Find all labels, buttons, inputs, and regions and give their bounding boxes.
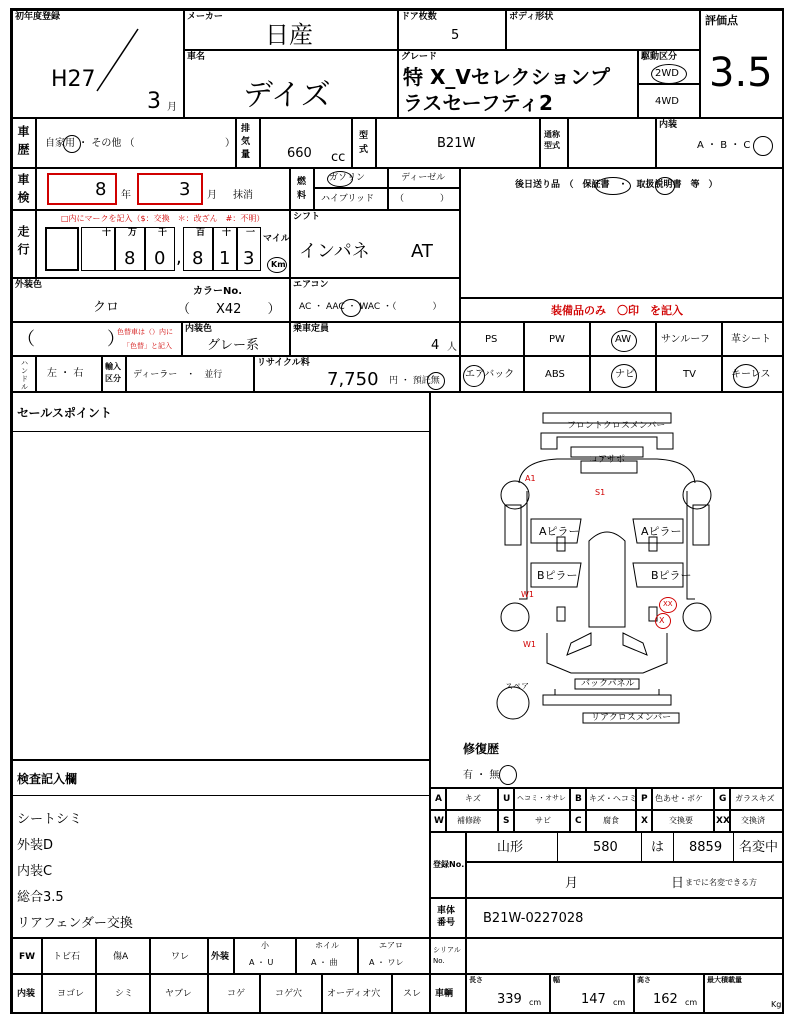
- dims-label: 車輌: [435, 989, 454, 999]
- ext-col-value: A ・ 曲: [311, 958, 338, 967]
- width-unit: cm: [613, 998, 626, 1007]
- hybrid-cell: [314, 188, 388, 210]
- inspection-note-line: リアフェンダー交換: [17, 916, 133, 931]
- inspection-year: 8: [95, 179, 107, 200]
- int-item: [322, 974, 392, 1014]
- legend-text: 色あせ・ボケ: [655, 794, 703, 803]
- mileage-unit: 十: [222, 228, 232, 238]
- type-label: 型式: [359, 131, 369, 155]
- shift-type: AT: [411, 241, 433, 262]
- equip-aw-label: AW: [615, 334, 632, 345]
- b-pillar-right-label: Bピラー: [651, 569, 692, 582]
- selected-mark: [611, 364, 637, 388]
- deadline-day-unit: 日: [671, 876, 685, 891]
- length-unit: cm: [529, 998, 542, 1007]
- equip-sunroof-label: サンルーフ: [661, 334, 710, 345]
- equip-leather: [722, 322, 784, 356]
- inspection-year-box: [47, 173, 117, 205]
- legend-code: C: [575, 816, 582, 826]
- deadline-month-unit: 月: [565, 876, 579, 891]
- selected-mark: [63, 135, 81, 153]
- capacity-label: 乗車定員: [293, 324, 330, 334]
- damage-diagram-cell: [430, 392, 784, 788]
- recycle-cell: [254, 356, 460, 392]
- inspection-month: 3: [179, 179, 191, 200]
- mileage-digit-box: [237, 227, 261, 271]
- mile-label: マイル: [263, 234, 290, 244]
- legend-text: ガラスキズ: [735, 794, 775, 803]
- mileage-digit-box: [183, 227, 213, 271]
- roof: [589, 532, 625, 627]
- serial-label-cell: [430, 938, 466, 974]
- mileage-label-cell: [12, 210, 36, 278]
- selected-mark: [733, 364, 759, 388]
- spare-label: スペア: [505, 682, 529, 691]
- damage-legend: [430, 788, 784, 832]
- displacement-unit: cc: [331, 150, 346, 165]
- diesel: ディーゼル: [401, 173, 446, 183]
- length-value: 339: [497, 992, 522, 1007]
- score-label: 評価点: [705, 14, 738, 27]
- mileage-unit: 百: [196, 228, 206, 238]
- handle-cell: [36, 356, 102, 392]
- selected-mark: [463, 365, 485, 387]
- capacity-unit: 人: [447, 342, 457, 353]
- auction-inspection-sheet: [10, 8, 784, 1014]
- chassis-label: 車体番号: [437, 906, 456, 928]
- registration-label-cell: [430, 832, 466, 898]
- first-reg-year: H27: [51, 67, 96, 92]
- year-unit: 年: [121, 190, 131, 201]
- mileage-digit-box: [45, 227, 79, 271]
- ext-col-value: A ・ ワレ: [369, 958, 404, 967]
- history-label: 車歴: [16, 125, 30, 161]
- int-item-label: シミ: [115, 989, 134, 999]
- height-cell: [634, 974, 704, 1014]
- damage-mark-xx: XX: [663, 600, 673, 608]
- legend-code: P: [641, 794, 648, 804]
- int-item-label: スレ: [403, 989, 422, 999]
- recycle-value: 7,750: [327, 369, 379, 390]
- shift-position: インパネ: [299, 241, 370, 262]
- legend-code: A: [435, 794, 442, 804]
- model-value: デイズ: [243, 78, 331, 113]
- chassis-label-cell: [430, 898, 466, 938]
- sales-points-label: セールスポイント: [17, 406, 112, 420]
- common-type-label-cell: [540, 118, 568, 168]
- int-item-label: コゲ: [227, 989, 246, 999]
- equip-pw-label: PW: [549, 334, 565, 345]
- chassis-cell: [466, 898, 784, 938]
- equip-navi-label: ナビ: [615, 369, 635, 380]
- import-cell: [126, 356, 254, 392]
- later-items: 後日送り品 （ 保証書 ・ 取扱説明書 等 ）: [515, 180, 718, 190]
- b-pillar-left-label: Bピラー: [537, 569, 578, 582]
- type-cell: [376, 118, 540, 168]
- common-type-label: 通称型式: [544, 130, 560, 150]
- inspection-cell: [36, 168, 290, 210]
- history-label-cell: [12, 118, 36, 168]
- maker-label: メーカー: [187, 12, 223, 22]
- history-cell: [36, 118, 236, 168]
- selected-mark: [427, 372, 445, 390]
- doors-value: 5: [451, 28, 460, 43]
- shift-cell: [290, 210, 460, 278]
- int-item: [208, 974, 260, 1014]
- mileage-digit-box: [213, 227, 237, 271]
- equip-tv-label: TV: [683, 369, 696, 380]
- fuel-label: 燃料: [297, 177, 307, 201]
- int-item-label: オーディオ穴: [327, 989, 381, 999]
- damage-mark-x: X: [659, 616, 665, 625]
- handle-label: ハンドル: [21, 359, 28, 391]
- ext-color-cell: [12, 278, 290, 322]
- first-reg-label: 初年度登録: [15, 12, 61, 22]
- doors-cell: [398, 10, 506, 50]
- equip-airbag-label: エアバック: [465, 369, 515, 380]
- maker-cell: [184, 10, 398, 50]
- inspection-note-line: 内装C: [17, 864, 53, 879]
- fw-item: [150, 938, 208, 974]
- selected-mark: [655, 177, 675, 195]
- rear-cross-label: リアクロスメンバー: [591, 713, 672, 723]
- mileage-digit-box: [115, 227, 145, 271]
- diesel-cell: [388, 168, 460, 188]
- fw-label: FW: [19, 952, 36, 962]
- first-registration-cell: [12, 10, 184, 118]
- drive-4wd-cell: [638, 84, 700, 118]
- equip-airbag: [460, 356, 524, 392]
- int-label: 内装: [17, 989, 36, 999]
- equip-leather-label: 革シート: [731, 334, 771, 345]
- doors-label: ドア枚数: [401, 12, 437, 22]
- inspection-month-box: [137, 173, 203, 205]
- inspection-label-cell: [12, 168, 36, 210]
- interior-grade-cell: [656, 118, 784, 168]
- km-label: Km: [271, 260, 286, 269]
- int-color-label: 内装色: [185, 324, 213, 334]
- legend-text: 交換済: [741, 816, 765, 825]
- length-cell: [466, 974, 550, 1014]
- legend-code: X: [641, 816, 648, 826]
- sales-points-cell: [12, 392, 430, 760]
- aircon-cell: [290, 278, 460, 322]
- color-change-value: （ ）: [17, 329, 125, 350]
- width-cell: [550, 974, 634, 1014]
- equip-abs: [524, 356, 590, 392]
- width-value: 147: [581, 992, 606, 1007]
- legend-code: G: [719, 794, 727, 804]
- int-item: [42, 974, 96, 1014]
- fw-item: [42, 938, 96, 974]
- legend-text: 腐食: [603, 816, 619, 825]
- ext-col: [234, 938, 296, 974]
- equip-aw: [590, 322, 656, 356]
- legend-code: XX: [716, 816, 730, 826]
- dims-label-cell: [430, 974, 466, 1014]
- common-type-cell: [568, 118, 656, 168]
- import-label-cell: [102, 356, 126, 392]
- mileage-digit: 1: [219, 248, 231, 269]
- front-cross-label: フロントクロスメンバー: [567, 421, 666, 431]
- capacity-value: 4: [431, 338, 440, 353]
- grade-line1: 特 X_Vセレクションプ: [403, 65, 611, 89]
- fuel-other: （ ）: [395, 194, 450, 204]
- int-color-value: グレー系: [207, 338, 260, 353]
- gasoline-cell: [314, 168, 388, 188]
- int-item-label: ヤブレ: [165, 989, 192, 999]
- registration-label: 登録No.: [433, 860, 465, 869]
- height-value: 162: [653, 992, 678, 1007]
- damage-mark-a1: A1: [525, 474, 536, 483]
- import-value: ディーラー ・ 並行: [133, 370, 223, 380]
- type-label-cell: [352, 118, 376, 168]
- a-pillar-left-label: Aピラー: [539, 525, 580, 538]
- registration-region: 山形: [497, 840, 524, 855]
- int-item: [260, 974, 322, 1014]
- back-panel-label: バックパネル: [581, 679, 635, 689]
- color-no-label: カラーNo.: [193, 286, 243, 297]
- mileage-digit-box: [145, 227, 175, 271]
- fw-item-label: トビ石: [53, 952, 81, 962]
- damage-mark-w1-rear: W1: [523, 640, 536, 649]
- mileage-cell: [36, 210, 290, 278]
- ext-col: [296, 938, 358, 974]
- model-cell: [184, 50, 398, 118]
- registration-number: 8859: [689, 840, 723, 855]
- equip-tv: [656, 356, 722, 392]
- registration-deadline-cell: [466, 862, 784, 898]
- a-pillar-right-label: Aピラー: [641, 525, 682, 538]
- legend-code: W: [434, 816, 444, 826]
- max-load-unit: Kg: [771, 1000, 782, 1009]
- serial-label: シリアルNo.: [433, 946, 461, 965]
- fw-label-cell: [12, 938, 42, 974]
- legend-text: 補修跡: [457, 816, 481, 825]
- legend-text: 交換要: [669, 816, 693, 825]
- registration-number-cell: [466, 832, 784, 862]
- slash-mark: [93, 25, 143, 95]
- drive-2wd: 2WD: [655, 68, 679, 79]
- mileage-unit: 一: [246, 228, 256, 238]
- drive-4wd: 4WD: [655, 96, 679, 107]
- ext-col-title: エアロ: [379, 941, 403, 950]
- grade-label: グレード: [401, 52, 438, 62]
- equipment-header-cell: [460, 298, 784, 322]
- ext-col: [358, 938, 430, 974]
- mileage-unit: 十: [102, 228, 112, 238]
- mileage-digit: 8: [124, 248, 136, 269]
- equip-abs-label: ABS: [545, 369, 565, 380]
- width-label: 幅: [553, 976, 560, 984]
- aircon-label: エアコン: [293, 280, 329, 290]
- ext-col-value: A ・ U: [249, 958, 274, 967]
- history-close: ）: [225, 138, 235, 149]
- mileage-note: □内にマークを記入（$：交換 ＊：改ざん #：不明）: [61, 214, 265, 223]
- shift-label: シフト: [293, 212, 321, 222]
- legend-code: U: [503, 794, 511, 804]
- spare-tire: [497, 687, 529, 719]
- inspection-note-line: 外装D: [17, 838, 54, 853]
- int-item-label: ヨゴレ: [57, 989, 85, 999]
- mileage-comma: ,: [176, 247, 182, 268]
- int-label-cell: [12, 974, 42, 1014]
- color-change-note1: 色替車は（）内に: [117, 328, 173, 336]
- later-items-cell: [460, 168, 784, 298]
- registration-class: 580: [593, 840, 618, 855]
- handle-value: 左 ・ 右: [47, 368, 84, 379]
- legend-text: サビ: [535, 816, 551, 825]
- color-change-note2: 「色替」と記入: [123, 342, 172, 350]
- hybrid: ハイブリッド: [321, 194, 375, 204]
- type-value: B21W: [437, 136, 476, 151]
- ext-col-title: 小: [261, 941, 269, 950]
- recycle-label: リサイクル料: [257, 358, 310, 368]
- ext-label: 外装: [211, 952, 230, 962]
- repair-history-value: 有 ・ 無: [463, 770, 500, 781]
- legend-code: S: [503, 816, 510, 826]
- maker-value: 日産: [265, 21, 313, 49]
- aircon-value: AC ・ AAC ・ WAC ・（ ）: [299, 302, 442, 312]
- selected-mark: [595, 177, 631, 195]
- equip-keyless-label: キーレス: [731, 369, 771, 380]
- color-change-cell: [12, 322, 182, 356]
- displacement-value: 660: [287, 146, 312, 161]
- grade-line2: ラスセーフティ2: [403, 91, 553, 115]
- equip-ps: [460, 322, 524, 356]
- fuel-label-cell: [290, 168, 314, 210]
- int-item: [96, 974, 150, 1014]
- first-reg-month: 3: [147, 89, 161, 114]
- recycle-unit: 円 ・ 預託無: [389, 376, 440, 386]
- equip-pw: [524, 322, 590, 356]
- equip-navi: [590, 356, 656, 392]
- mileage-digit-box: [81, 227, 115, 271]
- ext-color-value: クロ: [93, 300, 120, 315]
- color-no-value: （ X42 ）: [177, 302, 281, 317]
- mileage-label: 走行: [16, 225, 30, 261]
- import-label: 輸入区分: [105, 362, 121, 383]
- legend-text: キズ・ヘコミ: [589, 794, 637, 803]
- max-load-cell: [704, 974, 784, 1014]
- legend-code: B: [575, 794, 582, 804]
- legend-text: キズ: [465, 794, 481, 803]
- displacement-cell: [260, 118, 352, 168]
- mileage-digit: 8: [192, 248, 204, 269]
- max-load-label: 最大積載量: [707, 976, 742, 984]
- fw-item-label: 傷A: [113, 952, 129, 962]
- body-shape-cell: [506, 10, 700, 50]
- capacity-cell: [290, 322, 460, 356]
- int-item-label: コゲ穴: [275, 989, 303, 999]
- ext-col-title: ホイル: [315, 941, 339, 950]
- fuel-other-cell: [388, 188, 460, 210]
- handle-label-cell: [12, 356, 36, 392]
- divider: [13, 431, 429, 432]
- mileage-unit: 千: [158, 228, 168, 238]
- int-item: [150, 974, 208, 1014]
- selected-mark: [341, 299, 361, 317]
- serial-cell: [466, 938, 784, 974]
- mileage-digit: 3: [243, 248, 255, 269]
- mileage-digit: 0: [154, 248, 166, 269]
- height-label: 高さ: [637, 976, 651, 984]
- selected-mark: [611, 330, 637, 352]
- core-support-label: コアサポ: [589, 455, 626, 465]
- history-value: 自家用 ・ その他 （: [45, 138, 135, 149]
- displacement-label-cell: [236, 118, 260, 168]
- drive-2wd-cell: [638, 50, 700, 84]
- selected-mark: [327, 171, 353, 187]
- inspection-notes-label: 検査記入欄: [17, 772, 78, 786]
- divider: [13, 795, 429, 796]
- inspection-label: 車検: [16, 173, 30, 209]
- inspection-note-line: 総合3.5: [17, 890, 64, 905]
- equip-sunroof: [656, 322, 722, 356]
- body-shape-label: ボディ形状: [509, 12, 554, 22]
- month-unit: 月: [207, 190, 217, 201]
- repair-history-label: 修復歴: [463, 742, 500, 756]
- legend-text: ヘコミ・オサレ: [517, 794, 566, 802]
- displacement-label: 排気量: [241, 124, 251, 160]
- inspection-notes-cell: [12, 760, 430, 938]
- registration-change: 名変中: [739, 840, 779, 855]
- ext-label-cell: [208, 938, 234, 974]
- selected-mark: [753, 136, 773, 156]
- ext-color-label: 外装色: [15, 280, 43, 290]
- int-item: [392, 974, 430, 1014]
- selected-mark: [499, 765, 517, 785]
- equipment-header: 装備品のみ 〇印 を記入: [551, 304, 683, 317]
- fw-item-label: ワレ: [171, 952, 190, 962]
- model-label: 車名: [187, 52, 206, 62]
- fw-item: [96, 938, 150, 974]
- damage-circle: [655, 613, 671, 629]
- mileage-unit: 万: [128, 228, 138, 238]
- equip-ps-label: PS: [485, 334, 498, 345]
- gasoline: ガソリン: [329, 173, 366, 183]
- grade-cell: [398, 50, 638, 118]
- damage-mark-w1: W1: [521, 590, 534, 599]
- length-label: 長さ: [469, 976, 483, 984]
- selected-mark: [267, 257, 287, 273]
- registration-kana: は: [651, 840, 665, 855]
- inspection-note-line: シートシミ: [17, 812, 83, 827]
- score-cell: [700, 10, 784, 118]
- selected-mark: [651, 64, 687, 84]
- month-unit: 月: [167, 102, 177, 113]
- int-color-cell: [182, 322, 290, 356]
- equip-keyless: [722, 356, 784, 392]
- erased-label: 抹消: [233, 190, 253, 201]
- damage-mark-s1: S1: [595, 488, 606, 497]
- score-value: 3.5: [709, 50, 773, 96]
- chassis-number: B21W-0227028: [483, 911, 584, 926]
- height-unit: cm: [685, 998, 698, 1007]
- interior-grades: A ・ B ・ C: [697, 140, 751, 151]
- drive-label: 駆動区分: [641, 52, 678, 62]
- deadline-text: までに名変できる方: [685, 878, 757, 887]
- interior-label: 内装: [659, 120, 678, 130]
- damage-circle: [659, 597, 677, 613]
